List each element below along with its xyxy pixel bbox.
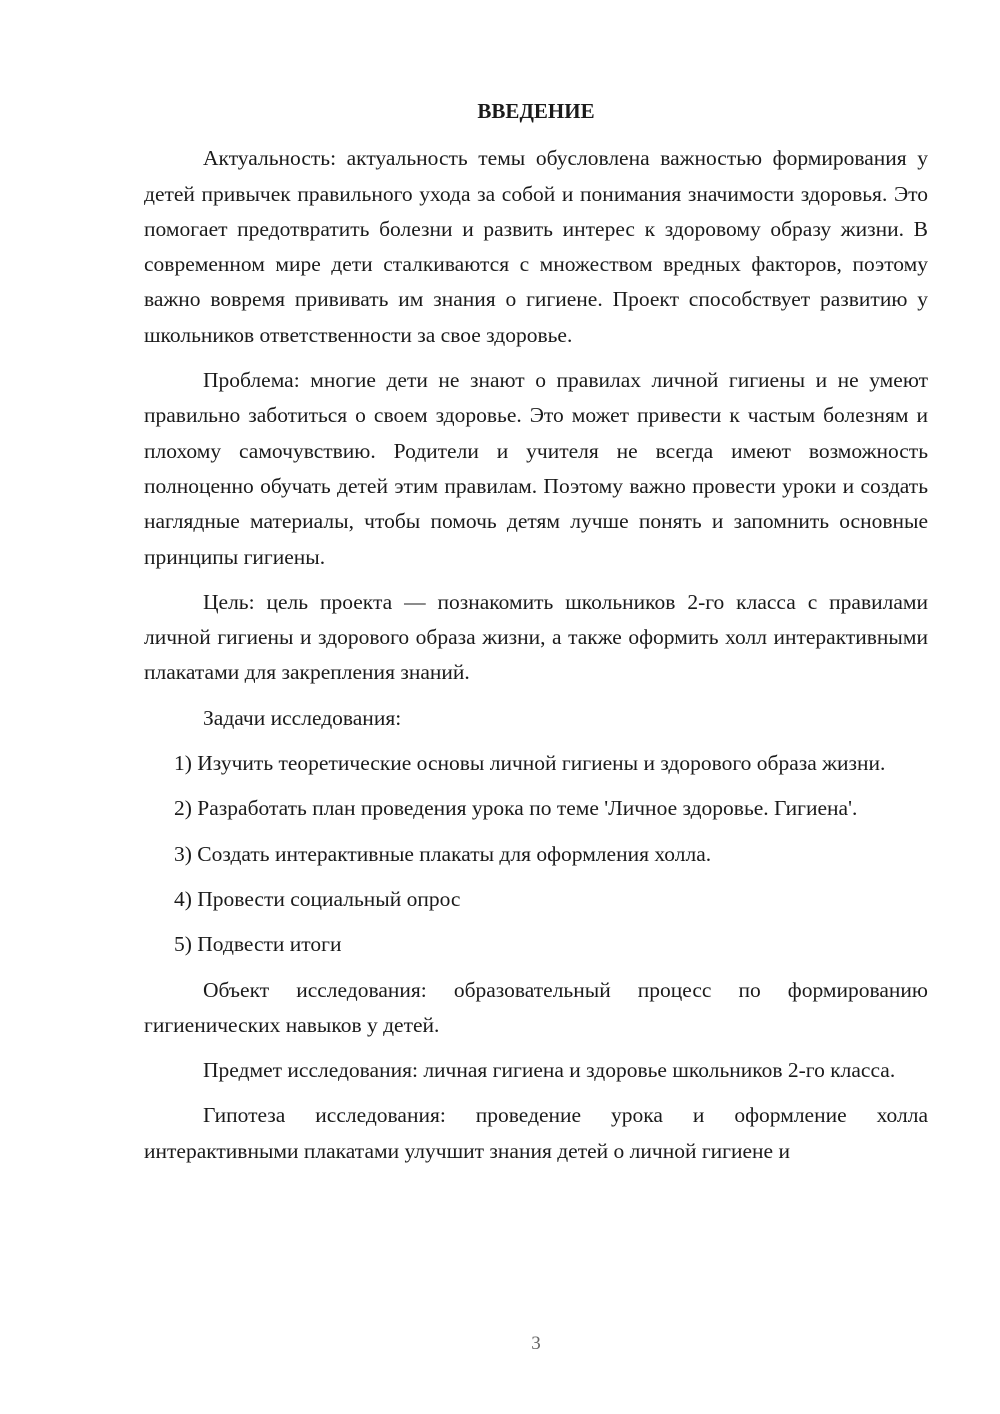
- task-item-2: 2) Разработать план проведения урока по теме 'Личное здоровье. Гигиена'.: [174, 796, 858, 821]
- paragraph-hypothesis: Гипотеза исследования: проведение урока и оформление холла интерактивными плакатами улучшит знания детей о личной гигиене и: [144, 1103, 928, 1163]
- page-number: 3: [531, 1333, 541, 1354]
- task-item-5: 5) Подвести итоги: [174, 932, 342, 957]
- document-body: [144, 94, 928, 1179]
- paragraph-goal: Цель: цель проекта — познакомить школьников 2-го класса с правилами личной гигиены и здорового образа жизни, а также оформить холл интерактивными плакатами для закрепления знаний.: [144, 589, 928, 685]
- paragraph-object: Объект исследования: образовательный процесс по формированию гигиенических навыков у детей.: [144, 977, 928, 1037]
- task-item-4: 4) Провести социальный опрос: [174, 886, 461, 911]
- page-title: ВВЕДЕНИЕ: [477, 99, 595, 123]
- task-item-1: 1) Изучить теоретические основы личной гигиены и здорового образа жизни.: [174, 751, 886, 776]
- paragraph-problem: Проблема: многие дети не знают о правилах личной гигиены и не умеют правильно заботиться о своем здоровье. Это может привести к частым болезням и плохому самочувствию. Родители и учителя не всегда имеют возможность полноценно обучать детей этим правилам. Поэтому важно провести уроки и создать наглядные материалы, чтобы помочь детям лучше понять и запомнить основные принципы гигиены.: [144, 368, 928, 569]
- task-item-3: 3) Создать интерактивные плакаты для оформления холла.: [174, 841, 712, 866]
- paragraph-relevance: Актуальность: актуальность темы обусловлена важностью формирования у детей привычек правильного ухода за собой и понимания значимости здоровья. Это помогает предотвратить болезни и развить интерес к здоровому образу жизни. В современном мире дети сталкиваются с множеством вредных факторов, поэтому важно вовремя прививать им знания о гигиене. Проект способствует развитию у школьников ответственности за свое здоровье.: [144, 146, 928, 347]
- paragraph-subject: Предмет исследования: личная гигиена и здоровье школьников 2-го класса.: [203, 1058, 896, 1083]
- tasks-heading: Задачи исследования:: [203, 705, 402, 730]
